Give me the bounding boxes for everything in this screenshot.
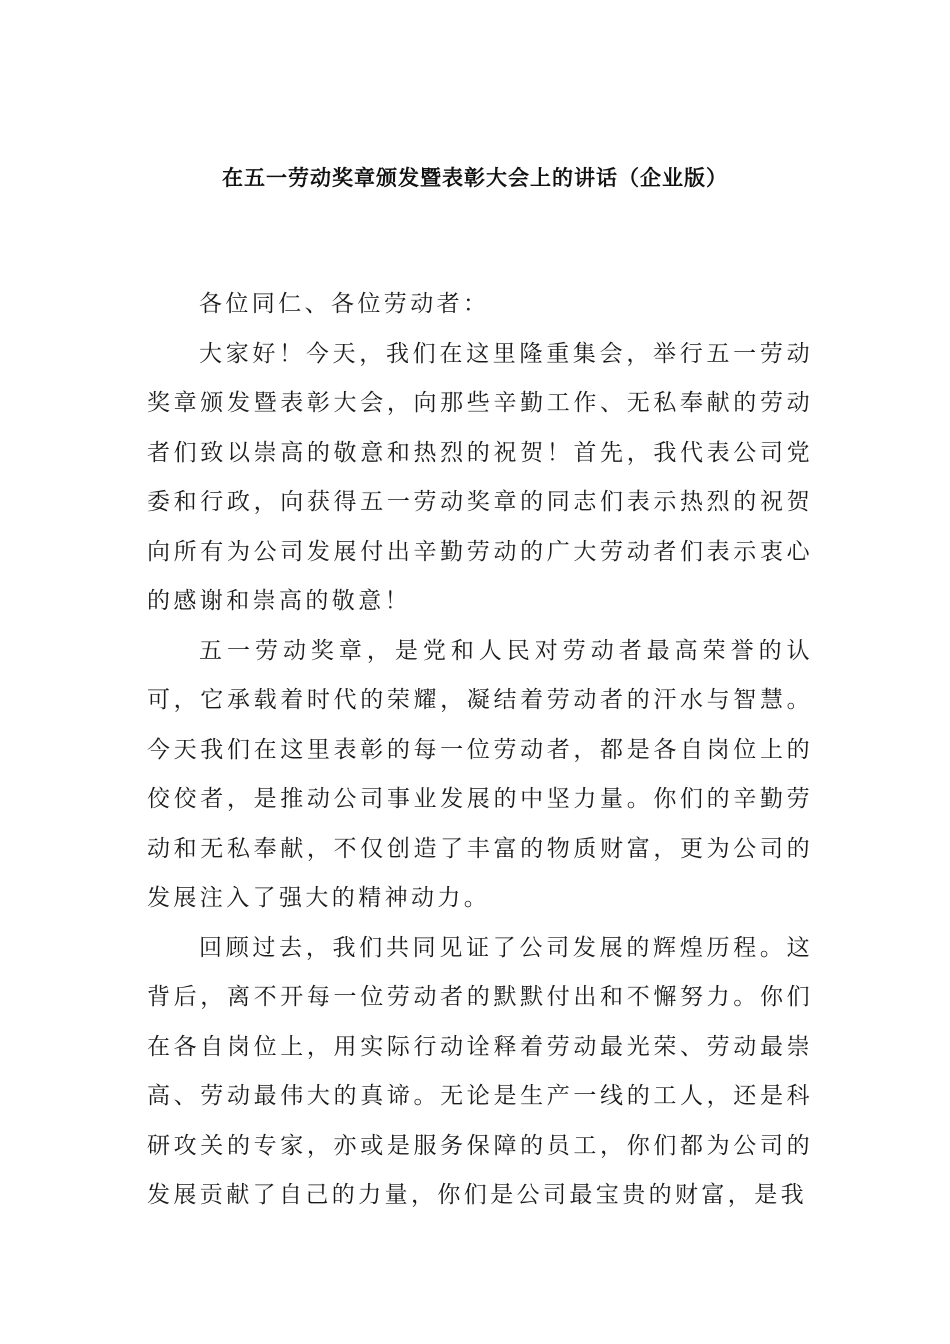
- document-body: [147, 280, 813, 1221]
- body-paragraph-1: 大家好！今天，我们在这里隆重集会，举行五一劳动奖章颁发暨表彰大会，向那些辛勤工作、无私奉献的劳动者们致以崇高的敬意和热烈的祝贺！首先，我代表公司党委和行政，向获得五一劳动奖章的同志们表示热烈的祝贺向所有为公司发展付出辛勤劳动的广大劳动者们表示衷心的感谢和崇高的敬意！: [147, 340, 813, 614]
- body-paragraph-3: 回顾过去，我们共同见证了公司发展的辉煌历程。这背后，离不开每一位劳动者的默默付出和不懈努力。你们在各自岗位上，用实际行动诠释着劳动最光荣、劳动最崇高、劳动最伟大的真谛。无论是生产一线的工人，还是科研攻关的专家，亦或是服务保障的员工，你们都为公司的发展贡献了自己的力量，你们是公司最宝贵的财富，是我: [147, 934, 813, 1208]
- salutation-paragraph: 各位同仁、各位劳动者：: [199, 291, 490, 317]
- body-paragraph-2: 五一劳动奖章，是党和人民对劳动者最高荣誉的认可，它承载着时代的荣耀，凝结着劳动者的汗水与智慧。今天我们在这里表彰的每一位劳动者，都是各自岗位上的佼佼者，是推动公司事业发展的中坚力量。你们的辛勤劳动和无私奉献，不仅创造了丰富的物质财富，更为公司的发展注入了强大的精神动力。: [147, 637, 813, 911]
- document-title: 在五一劳动奖章颁发暨表彰大会上的讲话（企业版）: [222, 166, 728, 190]
